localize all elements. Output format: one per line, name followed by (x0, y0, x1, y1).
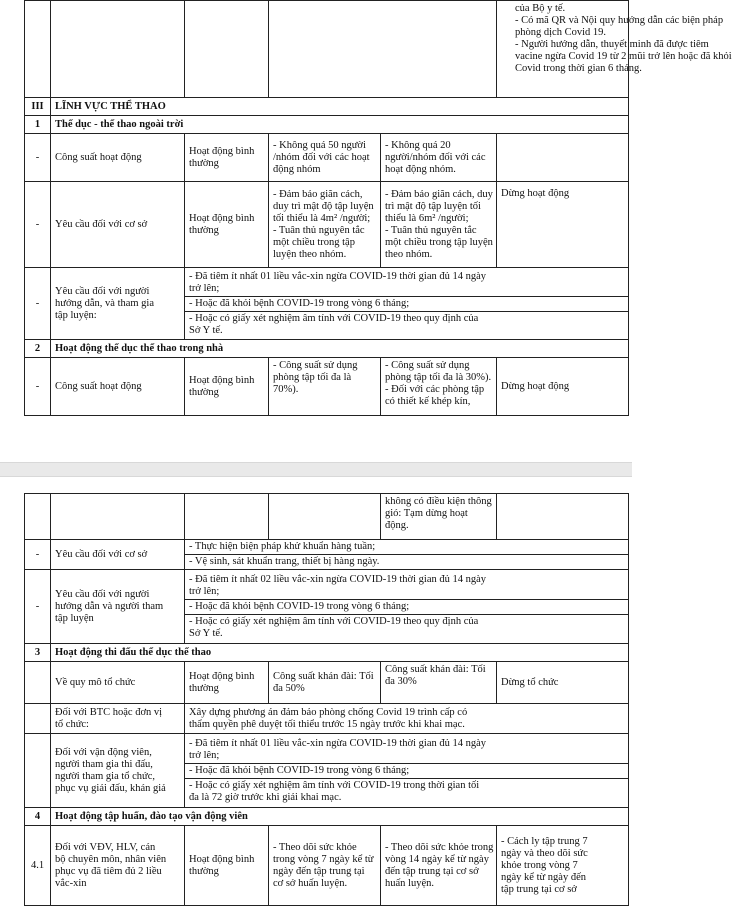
requirements-cell (185, 540, 629, 570)
text-line: - Đã tiêm ít nhất 01 liều vắc-xin ngừa COVID-19 thời gian đủ 14 ngày (189, 737, 487, 749)
text-line: Hoạt động bình (189, 670, 255, 682)
subsection-title: Hoạt động tập huấn, đào tạo vận động viên (51, 808, 629, 826)
text-line: vắc-xin (55, 877, 87, 889)
requirement-item (185, 764, 628, 779)
text-line: hướng dẫn và người tham (55, 600, 164, 612)
text-line: ngày và theo dõi sức (501, 847, 588, 859)
text-line: trở lên; (189, 749, 220, 761)
text-line: gió: Tạm dừng hoạt (385, 508, 468, 519)
text-line: Sở Y tế. (189, 324, 223, 336)
text-line: thường (189, 224, 219, 236)
text-line: tập trung tại cơ sở (501, 883, 577, 895)
table-row: 4.1 Đối với VĐV, HLV, cán bộ chuyên môn, nhân viên phục vụ đã tiêm đủ 2 liều vắc-xin Hoạt động bình thường - Theo dõi sức khỏe trong vòng 7 ngày kể từ ngày đến tập trung tại cơ sở huấn luyện. - Theo dõi sức khỏe trong vòng 14 ngày kể từ ngày đến tập trung tại cơ sở huấn luyện. - Cách ly tập trung 7 ngày và theo dõi sức khỏe trong vòng 7 ngày kể từ ngày đến tập trung tại cơ sở (25, 826, 629, 906)
text-line: thiểu là 6m² /người; (385, 212, 469, 224)
text-line: - Không quá 20 (385, 139, 451, 151)
text-line: - Hoặc có giấy xét nghiệm âm tính với COVID-19 theo quy định của (189, 615, 479, 627)
text-line: luyện theo nhóm. (273, 248, 347, 260)
section-title: LĨNH VỰC THỂ THAO (51, 98, 629, 116)
text-line: hoạt động nhóm. (385, 163, 456, 175)
text-line: trong vòng 7 ngày kể từ (273, 853, 374, 865)
text-line: trì mật độ tập luyện tối (385, 200, 481, 212)
row-label: Công suất hoạt động (51, 134, 185, 182)
text-line: - Theo dõi sức khỏe (273, 841, 357, 853)
text-line: có thiết kế khép kín, (385, 396, 471, 407)
text-line: ngày đến tập trung tại (273, 865, 365, 877)
text-line: Hoạt động bình (189, 853, 255, 865)
text-line: Yêu cầu đối với người (55, 588, 150, 600)
text-line: - Đối với các phòng tập (385, 384, 485, 395)
text-line: - Đã tiêm ít nhất 02 liều vắc-xin ngừa COVID-19 thời gian đủ 14 ngày (189, 573, 487, 585)
text-line: phục vụ giải đấu, khán giả (55, 782, 166, 794)
page-2-table (24, 493, 628, 906)
text-line: tập luyện: (55, 309, 97, 321)
subsection-row (25, 116, 629, 134)
continuation-row (25, 494, 629, 540)
requirement-item (185, 297, 628, 312)
text-line: - Hoặc có giấy xét nghiệm âm tính với COVID-19 theo quy định của (189, 312, 479, 324)
page-divider (0, 462, 632, 477)
table-row: - Yêu cầu đối với cơ sở Hoạt động bình thường - Đảm bảo giãn cách, duy trì mật độ tập luyện tối thiểu là 4m² /người; - Tuân thủ nguyên tắc một chiều trong tập luyện theo nhóm. - Đảm bảo giãn cách, duy trì mật độ tập luyện tối thiểu là 6m² /người; - Tuân thủ nguyên tắc một chiều trong tập luyện theo nhóm. Dừng hoạt động (25, 182, 629, 268)
text-line: - Hoặc đã khỏi bệnh COVID-19 trong vòng 6 tháng; (189, 600, 410, 612)
text-line: Hoạt động bình (189, 145, 255, 157)
text-line: động. (385, 520, 409, 531)
table-row: - Công suất hoạt động Hoạt động bình thường - Không quá 50 người /nhóm đối với các hoạt động nhóm - Không quá 20 người/nhóm đối với các hoạt động nhóm. (25, 134, 629, 182)
text-line: - Công suất sử dụng (385, 360, 470, 371)
requirement-item (185, 600, 628, 615)
text-line: - Đã tiêm ít nhất 01 liều vắc-xin ngừa COVID-19 thời gian đủ 14 ngày (189, 270, 487, 282)
continuation-text (381, 494, 497, 540)
text-line: Xây dựng phương án đảm bảo phòng chống Covid 19 trình cấp có (189, 706, 468, 718)
text-line: Đối với vận động viên, (55, 746, 152, 758)
text-line: Đối với VĐV, HLV, cán (55, 841, 156, 853)
text-line: cơ sở huấn luyện. (273, 877, 348, 889)
text-line: - Tuân thủ nguyên tắc (273, 224, 365, 236)
table-row: Về quy mô tổ chức Hoạt động bình thường Công suất khán đài: Tối đa 50% Công suất khán đài: Tối đa 30% Dừng tổ chức (25, 662, 629, 704)
subsection-title: Hoạt động thể dục thể thao trong nhà (51, 340, 629, 358)
text-line: đến tập trung tại cơ sở (385, 865, 479, 877)
requirement-item (185, 737, 628, 764)
text-line: thường (189, 386, 219, 398)
text-line: không có điều kiện thông (385, 496, 492, 507)
requirement-item (185, 312, 628, 338)
text-line: Hoạt động bình (189, 212, 255, 224)
requirement-item (185, 555, 628, 569)
text-line: Hoạt động bình (189, 374, 255, 386)
text-line: - Tuân thủ nguyên tắc (385, 224, 477, 236)
row-label: Về quy mô tổ chức (51, 662, 185, 704)
text-line: trở lên; (189, 585, 220, 597)
text-line: đa là 72 giờ trước khi giải khai mạc. (189, 791, 342, 803)
text-line: đa 30% (385, 676, 417, 687)
requirements-cell (185, 268, 629, 340)
table-row: - Yêu cầu đối với người hướng dẫn và người tham tập luyện - Đã tiêm ít nhất 02 liều vắc-xin ngừa COVID-19 thời gian đủ 14 ngày trở lên; - Hoặc đã khỏi bệnh COVID-19 trong vòng 6 tháng; - Hoặc có giấy xét nghiệm âm tính với COVID-19 theo quy định của Sở Y tế. (25, 570, 629, 644)
requirement-item (185, 540, 628, 555)
text-line: khỏe trong vòng 7 (501, 859, 578, 871)
text-line: Yêu cầu đối với người (55, 285, 150, 297)
text-line: phục vụ đã tiêm đủ 2 liều (55, 865, 162, 877)
text-line: phòng tập tối đa là 30%). (385, 372, 492, 383)
text-line: thường (189, 865, 219, 877)
text-line: ngày kể từ ngày đến (501, 871, 586, 883)
requirement-item (185, 573, 628, 600)
subsection-row: 3 Hoạt động thi đấu thể dục thể thao (25, 644, 629, 662)
text-line: đa 50% (273, 682, 305, 694)
requirements-cell (185, 734, 629, 808)
section-header-row (25, 98, 629, 116)
row-label: Yêu cầu đối với cơ sở (51, 540, 185, 570)
text-line: duy trì mật độ tập luyện (273, 200, 374, 212)
text-line: thẩm quyền phê duyệt tối thiểu trước 15 ngày trước khi khai mạc. (189, 718, 465, 730)
continuation-row (25, 1, 629, 98)
text-line: Sở Y tế. (189, 627, 223, 639)
text-line: - Đảm bảo giãn cách, (273, 188, 363, 200)
text-line: huấn luyện. (385, 877, 434, 889)
text-line: bộ chuyên môn, nhân viên (55, 853, 167, 865)
table-row (25, 704, 629, 734)
page-1-table (24, 0, 732, 416)
table-row: - Công suất hoạt động Hoạt động bình thường - Công suất sử dụng phòng tập tối đa là 70%). - Công suất sử dụng phòng tập tối đa là 30%). - Đối với các phòng tập có thiết kế khép kín, Dừng hoạt động (25, 358, 629, 416)
text-line: Đối với BTC hoặc đơn vị (55, 706, 163, 718)
requirement-item (185, 615, 628, 641)
text-line: tập luyện (55, 612, 94, 624)
text-line: trở lên; (189, 282, 220, 294)
text-line: /nhóm đối với các hoạt (273, 151, 370, 163)
text-line: Công suất khán đài: Tối (385, 664, 486, 675)
text-line: Công suất khán đài: Tối (273, 670, 374, 682)
text-line: động nhóm (273, 163, 321, 175)
table-row (25, 734, 629, 808)
text-line: người tham gia tổ chức, (55, 770, 156, 782)
subsection-row: 4 Hoạt động tập huấn, đào tạo vận động viên (25, 808, 629, 826)
requirements-cell (185, 570, 629, 644)
text-line: - Đảm bảo giãn cách, duy (385, 188, 493, 200)
row-label: Công suất hoạt động (51, 358, 185, 416)
text-line: tối thiểu là 4m² /người; (273, 212, 371, 224)
table-row: - Yêu cầu đối với cơ sở - Thực hiện biện pháp khử khuẩn hàng tuần; - Vệ sinh, sát khuẩn trang, thiết bị hàng ngày. (25, 540, 629, 570)
text-line: theo nhóm. (385, 248, 433, 260)
text-line: 70%). (273, 384, 299, 395)
text-line: - Vệ sinh, sát khuẩn trang, thiết bị hàng ngày. (189, 556, 380, 567)
text-line: một chiều trong tập luyện (385, 236, 493, 248)
text-line: vòng 14 ngày kể từ ngày (385, 853, 489, 865)
text-line: - Thực hiện biện pháp khử khuẩn hàng tuần; (189, 541, 376, 552)
text-line: - Công suất sử dụng (273, 360, 358, 371)
text-line: phòng tập tối đa là (273, 372, 352, 383)
text-line: một chiều trong tập (273, 236, 355, 248)
text-line: người/nhóm đối với các (385, 151, 486, 163)
requirement-item (185, 270, 628, 297)
text-line: - Hoặc có giấy xét nghiệm âm tính với COVID-19 trong thời gian tối (189, 779, 480, 791)
text-line: - Hoặc đã khỏi bệnh COVID-19 trong vòng 6 tháng; (189, 764, 410, 776)
text-line: hướng dẫn, và tham gia (55, 297, 155, 309)
subsection-title: Hoạt động thi đấu thể dục thể thao (51, 644, 629, 662)
subsection-number: 1 (25, 116, 51, 134)
text-line: thường (189, 157, 219, 169)
text-line: - Hoặc đã khỏi bệnh COVID-19 trong vòng 6 tháng; (189, 297, 410, 309)
continuation-text: của Bộ y tế. - Có mã QR và Nội quy hướng dẫn các biện pháp phòng dịch Covid 19. - Người hướng dẫn, thuyết minh đã được tiêm vacine ngừa Covid 19 từ 2 mũi trở lên hoặc đã khỏi Covid trong thời gian 6 tháng. (269, 1, 497, 98)
text-line: - Cách ly tập trung 7 (501, 835, 588, 847)
requirement-item (185, 779, 628, 805)
subsection-row: 2 Hoạt động thể dục thể thao trong nhà (25, 340, 629, 358)
subsection-title: Thể dục - thể thao ngoài trời (51, 116, 629, 134)
table-row: - Yêu cầu đối với người hướng dẫn, và tham gia tập luyện: - Đã tiêm ít nhất 01 liều vắc-xin ngừa COVID-19 thời gian đủ 14 ngày trở lên; - Hoặc đã khỏi bệnh COVID-19 trong vòng 6 tháng; - Hoặc có giấy xét nghiệm âm tính với COVID-19 theo quy định của Sở Y tế. (25, 268, 629, 340)
text-line: tổ chức: (55, 718, 89, 730)
text-line: thường (189, 682, 219, 694)
text-line: - Theo dõi sức khỏe trong (385, 841, 494, 853)
section-number: III (25, 98, 51, 116)
row-label: Yêu cầu đối với cơ sở (51, 182, 185, 268)
text-line: người tham gia thi đấu, (55, 758, 153, 770)
text-line: - Không quá 50 người (273, 139, 366, 151)
